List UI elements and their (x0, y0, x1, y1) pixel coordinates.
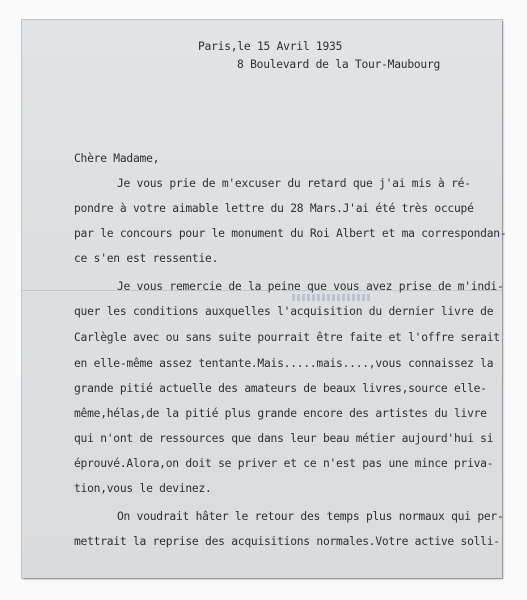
letter-line: grande pitié actuelle des amateurs de beaux livres,source elle- (74, 382, 487, 395)
letter-line: en elle-même assez tentante.Mais.....mais....,vous connaissez la (74, 357, 494, 370)
letter-line: Je vous prie de m'excuser du retard que j'ai mis à ré- (117, 177, 471, 190)
letter-line: mettrait la reprise des acquisitions normales.Votre active solli- (74, 535, 500, 548)
letter-line: éprouvé.Alora,on doit se priver et ce n'est pas une mince priva- (74, 457, 494, 470)
letter-line: même,hélas,de la pitié plus grande encore des artistes du livre (74, 407, 487, 420)
faint-stamp (292, 294, 372, 301)
letter-line: quer les conditions auxquelles l'acquisition du dernier livre de (74, 305, 494, 318)
letter-line: tion,vous le devinez. (74, 482, 212, 495)
letter-line: On voudrait hâter le retour des temps plus normaux qui per- (117, 510, 504, 523)
letter-address: 8 Boulevard de la Tour-Maubourg (237, 58, 441, 71)
letter-date: Paris,le 15 Avril 1935 (198, 40, 343, 53)
letter-page (22, 20, 507, 578)
letter-line: Carlègle avec ou sans suite pourrait être faite et l'offre serait (74, 331, 500, 344)
letter-line: Je vous remercie de la peine que vous avez prise de m'indi- (117, 280, 504, 293)
letter-line: pondre à votre aimable lettre du 28 Mars.J'ai été très occupé (74, 202, 474, 215)
letter-salutation: Chère Madame, (74, 152, 160, 165)
letter-line: qui n'ont de ressources que dans leur beau métier aujourd'hui si (74, 432, 494, 445)
letter-line: ce s'en est ressentie. (74, 252, 219, 265)
letter-line: par le concours pour le monument du Roi Albert et ma correspondan- (74, 227, 507, 240)
